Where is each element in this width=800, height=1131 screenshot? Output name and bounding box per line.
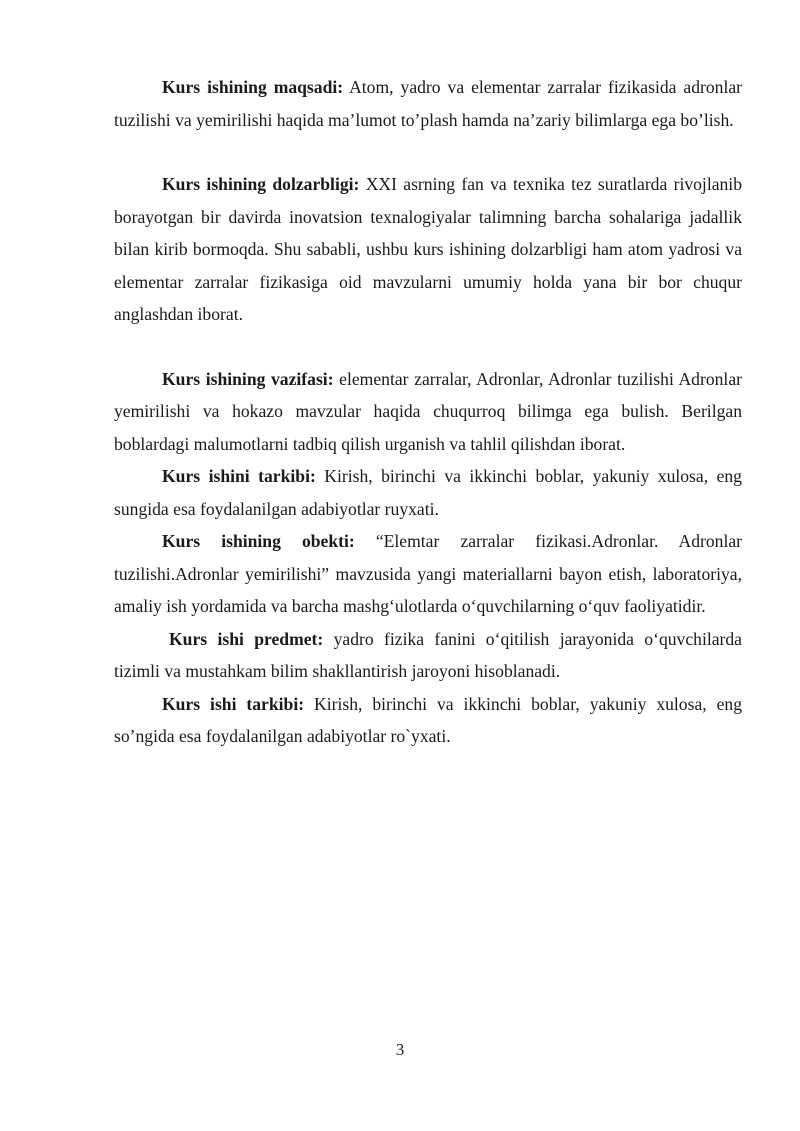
paragraph-gap [114, 136, 742, 168]
term-tasks: Kurs ishining vazifasi: [162, 368, 334, 389]
text-subject: yadro fizika fanini o‘qitilish jarayonida o‘quvchilarda tizimli va mustahkam bilim shakllantirish jaroyoni hisoblanadi. [114, 628, 742, 681]
paragraph-tasks [114, 363, 742, 461]
page-number: 3 [395, 1040, 405, 1059]
term-object: Kurs ishining obekti: [162, 531, 355, 551]
paragraph-relevance [114, 168, 742, 331]
paragraph-subject [114, 623, 742, 688]
term-relevance: Kurs ishining dolzarbligi: [162, 174, 360, 194]
text-relevance: XXI asrning fan va texnika tez suratlarda rivojlanib borayotgan bir davirda inovatsion texnalogiyalar talimning barcha sohalariga jadallik bilan kirib bormoqda. Shu sababli, ushbu kurs ishining dolzarbligi ham atom yadrosi va elementar zarralar fizikasiga oid mavzularni umumiy holda yana bir bor chuqur anglashdan iborat. [114, 174, 742, 324]
term-purpose: Kurs ishining maqsadi: [162, 77, 344, 97]
text-object: “Elemtar zarralar fizikasi.Adronlar. Adronlar tuzilishi.Adronlar yemirilishi” mavzusida yangi materiallarni bayon etish, laboratoriya, amaliy ish yordamida va barcha mashg‘ulotlarda o‘quvchilarning o‘quv faoliyatidir. [114, 531, 742, 616]
text-composition: Kirish, birinchi va ikkinchi boblar, yakuniy xulosa, eng so’ngida esa foydalanilgan adabiyotlar ro`yxati. [114, 693, 742, 746]
document-body [114, 71, 742, 753]
text-tasks: elementar zarralar, Adronlar, Adronlar tuzilishi Adronlar yemirilishi va hokazo mavzular haqida chuqurroq bilimga ega bulish. Berilgan boblardagi malumotlarni tadbiq qilish urganish va tahlil qilishdan iborat. [114, 368, 742, 454]
term-composition: Kurs ishi tarkibi: [162, 693, 305, 714]
text-purpose: Atom, yadro va elementar zarralar fizikasida adronlar tuzilishi va yemirilishi haqida ma’lumot to’plash hamda na’zariy bilimlarga ega bo’lish. [114, 77, 743, 130]
paragraph-gap [114, 331, 742, 363]
term-subject: Kurs ishi predmet: [169, 628, 324, 649]
paragraph-structure [114, 460, 742, 525]
paragraph-composition [114, 688, 742, 753]
text-structure: Kirish, birinchi va ikkinchi boblar, yakuniy xulosa, eng sungida esa foydalanilgan adabiyotlar ruyxati. [114, 466, 742, 519]
paragraph-purpose [114, 71, 742, 136]
paragraph-object [114, 525, 742, 623]
term-structure: Kurs ishini tarkibi: [162, 466, 316, 486]
